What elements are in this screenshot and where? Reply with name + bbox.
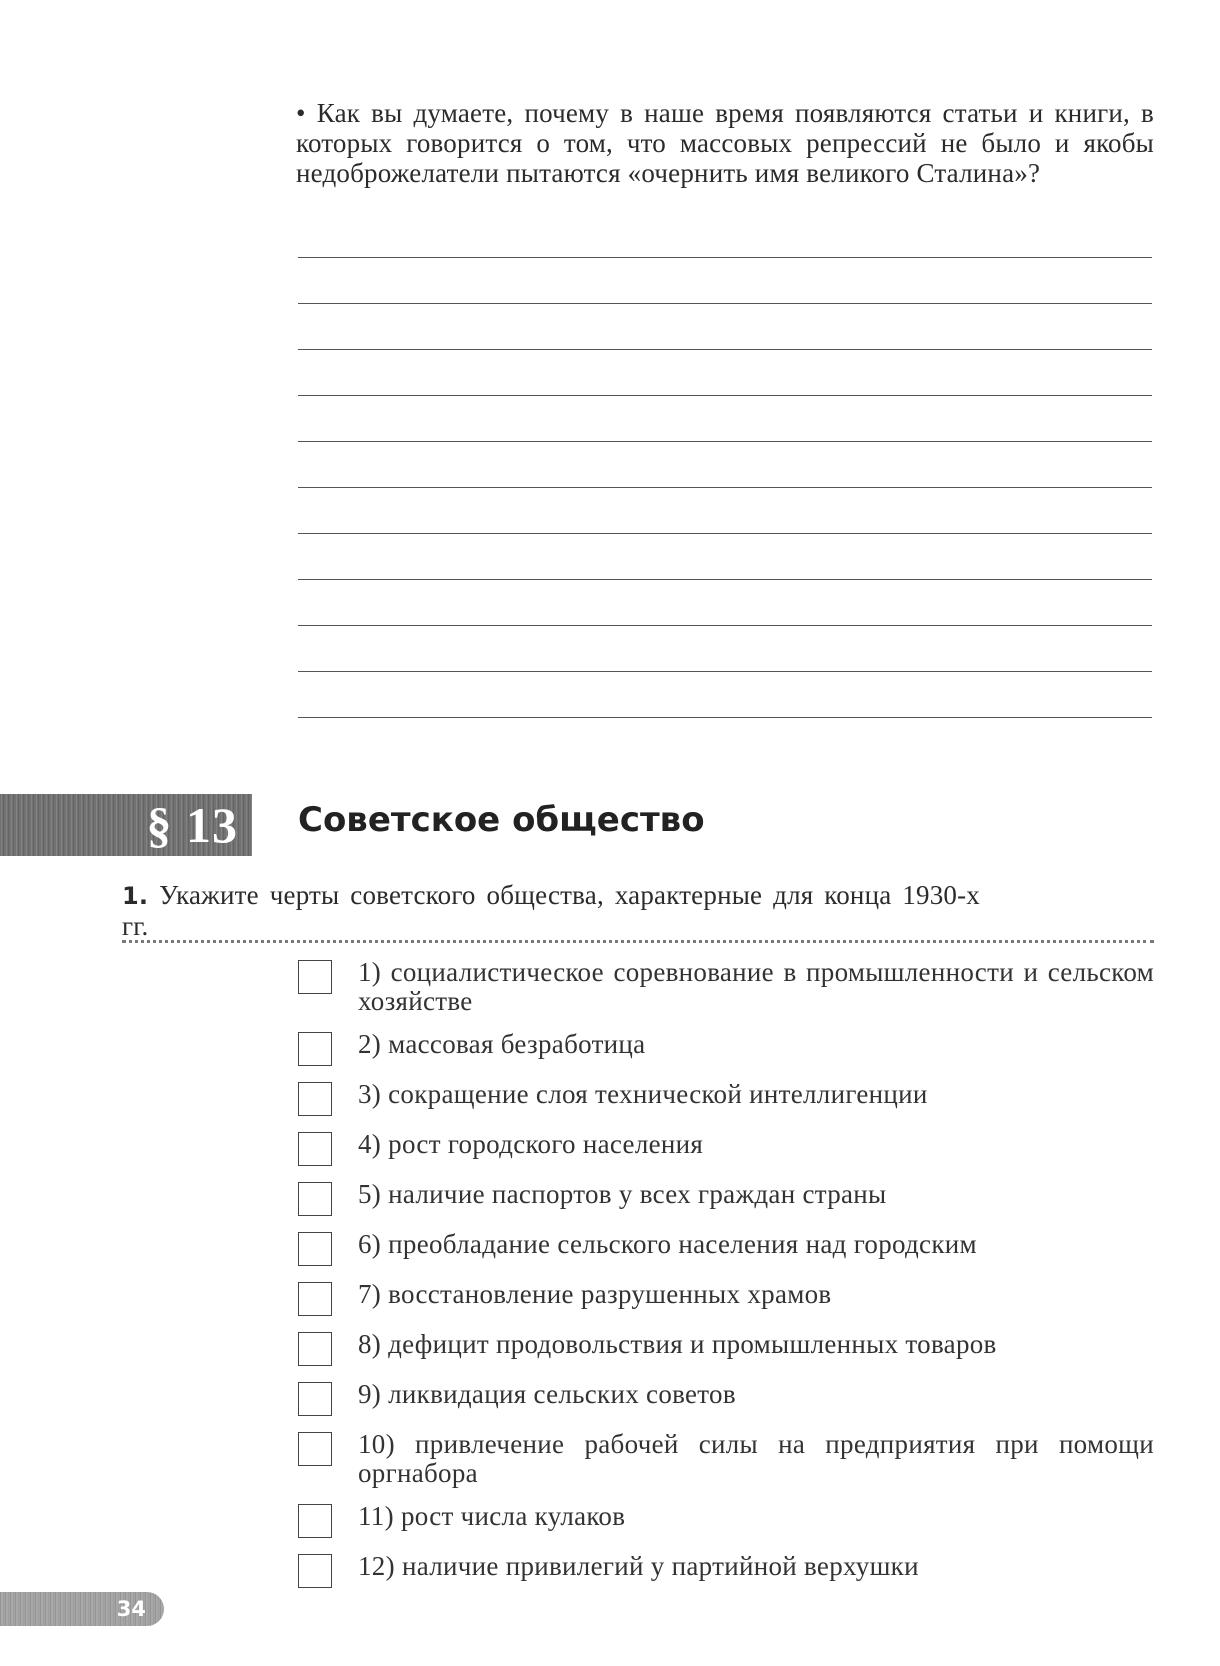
section-header-band <box>0 794 252 856</box>
option-checkbox[interactable] <box>298 1132 332 1166</box>
option-checkbox[interactable] <box>298 1332 332 1366</box>
option-item <box>298 958 1154 1016</box>
option-item <box>298 1380 1154 1416</box>
task-text: Укажите черты советского общества, характерные для конца 1930-х гг. <box>122 880 980 941</box>
page-number: 34 <box>116 1597 146 1621</box>
option-checkbox[interactable] <box>298 960 332 994</box>
option-checkbox[interactable] <box>298 1032 332 1066</box>
option-label: 8) дефицит продовольствия и промышленных товаров <box>358 1329 997 1359</box>
option-item <box>298 1030 1154 1066</box>
answer-line[interactable] <box>298 626 1152 672</box>
option-item <box>298 1280 1154 1316</box>
answer-line[interactable] <box>298 442 1152 488</box>
page-number-tab <box>0 1592 164 1626</box>
option-item <box>298 1230 1154 1266</box>
option-label: 5) наличие паспортов у всех граждан страны <box>358 1179 887 1209</box>
question-text: • Как вы думаете, почему в наше время появляются статьи и книги, в которых говорится о том, что массовых репрессий не было и якобы недоброжелатели пытаются «очернить имя великого Сталина»? <box>296 98 1154 188</box>
option-item <box>298 1080 1154 1116</box>
option-checkbox[interactable] <box>298 1382 332 1416</box>
option-label: 11) рост числа кулаков <box>358 1501 626 1531</box>
option-item <box>298 1330 1154 1366</box>
answer-line[interactable] <box>298 534 1152 580</box>
option-item <box>298 1180 1154 1216</box>
answer-line[interactable] <box>298 236 1152 258</box>
answer-line[interactable] <box>298 258 1152 304</box>
section-number: § 13 <box>146 797 238 853</box>
option-item <box>298 1502 1154 1538</box>
option-checkbox[interactable] <box>298 1504 332 1538</box>
answer-line[interactable] <box>298 396 1152 442</box>
answer-line[interactable] <box>298 580 1152 626</box>
option-label: 6) преобладание сельского населения над городским <box>358 1229 977 1259</box>
option-label: 1) социалистическое соревнование в промышленности и сельском хозяйстве <box>358 957 1154 1016</box>
option-label: 2) массовая безработица <box>358 1029 646 1059</box>
answer-line[interactable] <box>298 488 1152 534</box>
answer-area[interactable] <box>298 236 1152 718</box>
dotted-divider <box>122 940 1154 943</box>
option-checkbox[interactable] <box>298 1432 332 1466</box>
option-checkbox[interactable] <box>298 1232 332 1266</box>
option-label: 4) рост городского населения <box>358 1129 704 1159</box>
option-item <box>298 1430 1154 1488</box>
options-list <box>298 958 1154 1602</box>
task-number: 1. <box>122 882 149 910</box>
option-label: 9) ликвидация сельских советов <box>358 1379 736 1409</box>
option-checkbox[interactable] <box>298 1282 332 1316</box>
answer-line[interactable] <box>298 304 1152 350</box>
option-checkbox[interactable] <box>298 1182 332 1216</box>
task-prompt <box>122 880 980 941</box>
answer-line[interactable] <box>298 350 1152 396</box>
option-item <box>298 1552 1154 1588</box>
option-label: 10) привлечение рабочей силы на предприятия при помощи оргнабора <box>358 1429 1154 1488</box>
section-title: Советское общество <box>298 800 705 840</box>
answer-line[interactable] <box>298 672 1152 718</box>
option-label: 12) наличие привилегий у партийной верхушки <box>358 1551 919 1581</box>
option-checkbox[interactable] <box>298 1554 332 1588</box>
option-label: 3) сокращение слоя технической интеллигенции <box>358 1079 928 1109</box>
option-label: 7) восстановление разрушенных храмов <box>358 1279 832 1309</box>
option-checkbox[interactable] <box>298 1082 332 1116</box>
option-item <box>298 1130 1154 1166</box>
